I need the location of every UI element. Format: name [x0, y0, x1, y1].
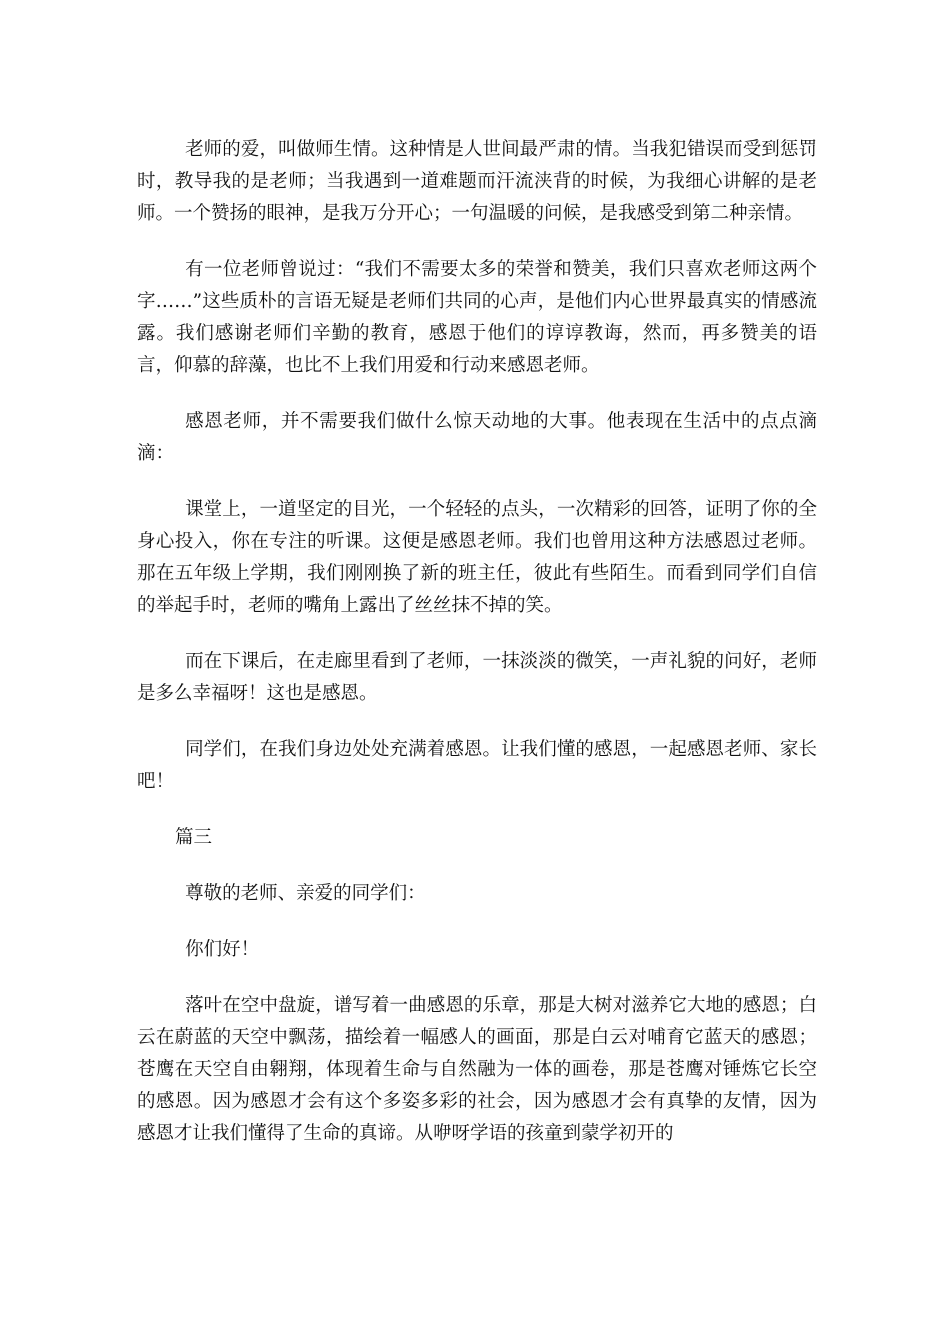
paragraph-after-class: 而在下课后，在走廊里看到了老师，一抹淡淡的微笑，一声礼貌的问好，老师是多么幸福呀！这也是感恩。: [137, 651, 817, 704]
paragraph-gratitude-details: 感恩老师，并不需要我们做什么惊天动地的大事。他表现在生活中的点点滴滴：: [137, 411, 817, 464]
section-heading: 篇三: [175, 827, 213, 848]
greeting: 你们好！: [185, 939, 260, 960]
paragraph-call-to-action: 同学们，在我们身边处处充满着感恩。让我们懂的感恩，一起感恩老师、家长吧！: [137, 739, 817, 792]
paragraph-teacher-quote: 有一位老师曾说过：“我们不需要太多的荣誉和赞美，我们只喜欢老师这两个字……”这些质朴的言语无疑是老师们共同的心声，是他们内心世界最真实的情感流露。我们感谢老师们辛勤的教育，感恩于他们的谆谆教诲，然而，再多赞美的语言，仰慕的辞藻，也比不上我们用爱和行动来感恩老师。: [137, 259, 817, 376]
document-body: [137, 134, 817, 1150]
paragraph-nature-gratitude: 落叶在空中盘旋，谱写着一曲感恩的乐章，那是大树对滋养它大地的感恩；白云在蔚蓝的天空中飘荡，描绘着一幅感人的画面，那是白云对哺育它蓝天的感恩；苍鹰在天空自由翱翔，体现着生命与自然融为一体的画卷，那是苍鹰对锤炼它长空的感恩。因为感恩才会有这个多姿多彩的社会，因为感恩才会有真挚的友情，因为感恩才让我们懂得了生命的真谛。从咿呀学语的孩童到蒙学初开的: [137, 995, 817, 1144]
salutation: 尊敬的老师、亲爱的同学们：: [185, 883, 426, 904]
paragraph-teacher-love: 老师的爱，叫做师生情。这种情是人世间最严肃的情。当我犯错误而受到惩罚时，教导我的是老师；当我遇到一道难题而汗流浃背的时候，为我细心讲解的是老师。一个赞扬的眼神，是我万分开心；一句温暖的问候，是我感受到第二种亲情。: [137, 139, 817, 224]
paragraph-classroom: 课堂上，一道坚定的目光，一个轻轻的点头，一次精彩的回答，证明了你的全身心投入，你在专注的听课。这便是感恩老师。我们也曾用这种方法感恩过老师。那在五年级上学期，我们刚刚换了新的班主任，彼此有些陌生。而看到同学们自信的举起手时，老师的嘴角上露出了丝丝抹不掉的笑。: [137, 499, 817, 616]
